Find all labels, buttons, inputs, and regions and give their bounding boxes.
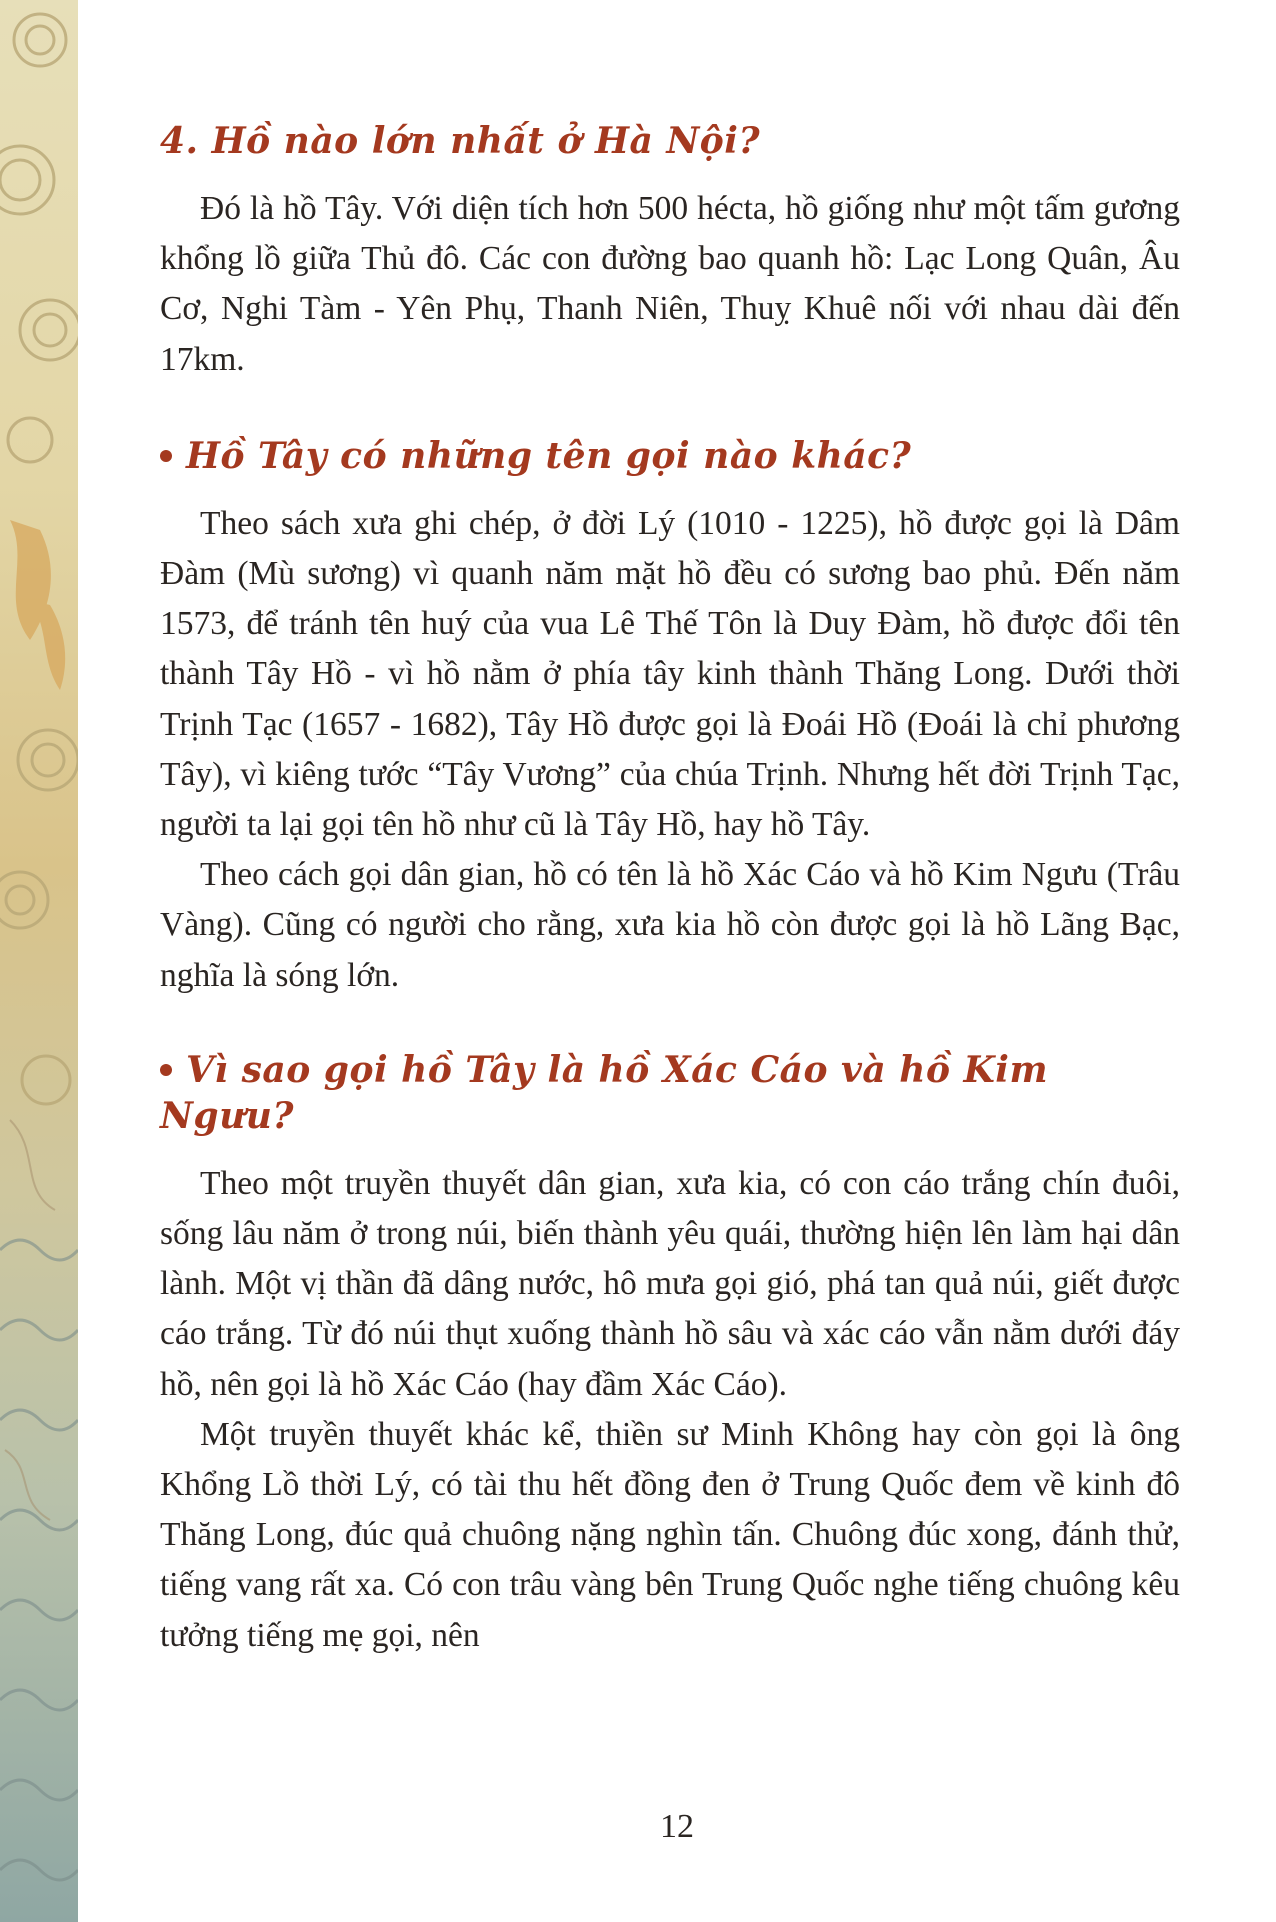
section-heading bbox=[160, 433, 1180, 479]
paragraph: Một truyền thuyết khác kể, thiền sư Minh Không hay còn gọi là ông Khổng Lồ thời Lý, có tài thu hết đồng đen ở Trung Quốc đem về kinh đô Thăng Long, đúc quả chuông nặng nghìn tấn. Chuông đúc xong, đánh thử, tiếng vang rất xa. Có con trâu vàng bên Trung Quốc nghe tiếng chuông kêu tưởng tiếng mẹ gọi, nên bbox=[160, 1415, 1180, 1654]
paragraph: Theo một truyền thuyết dân gian, xưa kia, có con cáo trắng chín đuôi, sống lâu năm ở trong núi, biến thành yêu quái, thường hiện lên làm hại dân lành. Một vị thần đã dâng nước, hô mưa gọi gió, phá tan quả núi, giết được cáo trắng. Từ đó núi thụt xuống thành hồ sâu và xác cáo vẫn nằm dưới đáy hồ, nên gọi là hồ Xác Cáo (hay đầm Xác Cáo). bbox=[160, 1164, 1180, 1403]
page-number: 12 bbox=[660, 1808, 694, 1845]
decorative-border bbox=[0, 0, 78, 1922]
paragraph: Theo cách gọi dân gian, hồ có tên là hồ Xác Cáo và hồ Kim Ngưu (Trâu Vàng). Cũng có người cho rằng, xưa kia hồ còn được gọi là hồ Lãng Bạc, nghĩa là sóng lớn. bbox=[160, 856, 1180, 994]
page-content bbox=[160, 118, 1180, 1661]
paragraph: Theo sách xưa ghi chép, ở đời Lý (1010 - 1225), hồ được gọi là Dâm Đàm (Mù sương) vì quanh năm mặt hồ đều có sương bao phủ. Đến năm 1573, để tránh tên huý của vua Lê Thế Tôn là Duy Đàm, hồ được đổi tên thành Tây Hồ - vì hồ nằm ở phía tây kinh thành Thăng Long. Dưới thời Trịnh Tạc (1657 - 1682), Tây Hồ được gọi là Đoái Hồ (Đoái là chỉ phương Tây), vì kiêng tước “Tây Vương” của chúa Trịnh. Nhưng hết đời Trịnh Tạc, người ta lại gọi tên hồ như cũ là Tây Hồ, hay hồ Tây. bbox=[160, 504, 1180, 844]
bullet-icon bbox=[160, 450, 172, 462]
heading-text: Vì sao gọi hồ Tây là hồ Xác Cáo và hồ Kim Ngưu? bbox=[160, 1048, 1049, 1137]
bullet-icon bbox=[160, 1064, 172, 1076]
heading-text: Hồ Tây có những tên gọi nào khác? bbox=[186, 434, 912, 477]
section-heading bbox=[160, 1047, 1180, 1139]
section-heading: 4. Hồ nào lớn nhất ở Hà Nội? bbox=[160, 120, 761, 162]
paragraph: Đó là hồ Tây. Với diện tích hơn 500 hécta, hồ giống như một tấm gương khổng lồ giữa Thủ đô. Các con đường bao quanh hồ: Lạc Long Quân, Âu Cơ, Nghi Tàm - Yên Phụ, Thanh Niên, Thuỵ Khuê nối với nhau dài đến 17km. bbox=[160, 190, 1180, 378]
